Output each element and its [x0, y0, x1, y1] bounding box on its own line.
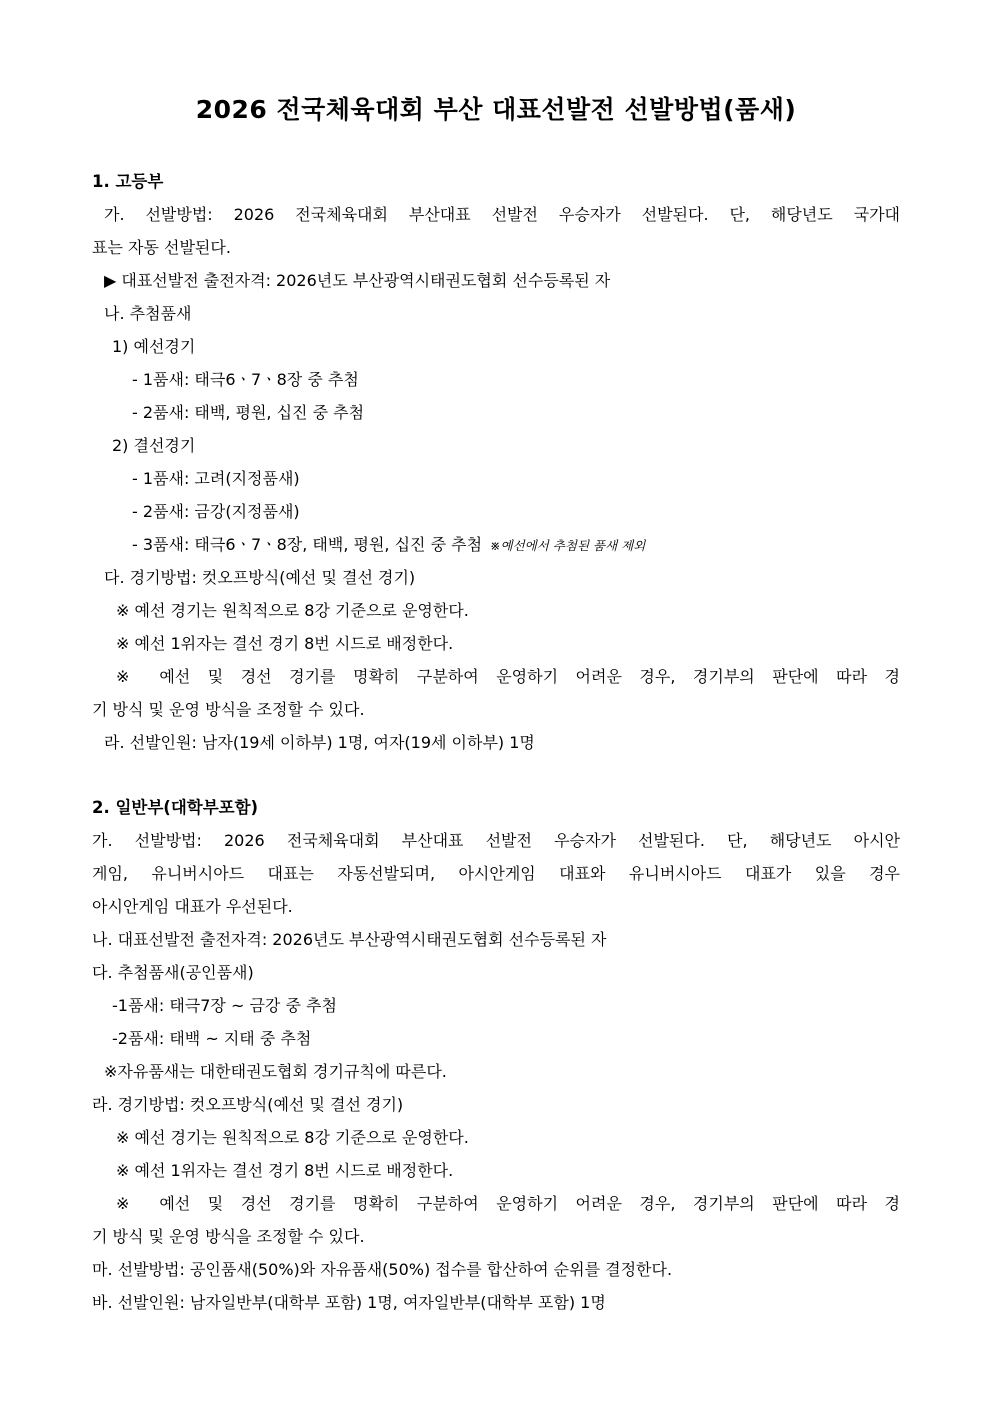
- gen-draw-item-2: -2품새: 태백 ~ 지태 중 추첨: [112, 1029, 312, 1048]
- section-heading-high-school: 1. 고등부: [92, 172, 164, 191]
- hs-note-3-line1: ※ 예선 및 경선 경기를 명확히 구분하여 운영하기 어려운 경우, 경기부의 판단에 따라 경: [116, 667, 900, 686]
- gen-free-poomsae-note: ※자유품새는 대한태권도협회 경기규칙에 따른다.: [104, 1062, 447, 1081]
- hs-final-item-3-note: ※예선에서 추첨된 품새 제외: [490, 538, 646, 553]
- gen-draw-item-1: -1품새: 태극7장 ~ 금강 중 추첨: [112, 996, 337, 1015]
- gen-scoring: 마. 선발방법: 공인품새(50%)와 자유품새(50%) 접수를 합산하여 순위를 결정한다.: [92, 1260, 673, 1279]
- gen-selection-method-line3: 아시안게임 대표가 우선된다.: [92, 897, 293, 916]
- hs-final-heading: 2) 결선경기: [112, 436, 196, 455]
- gen-quota: 바. 선발인원: 남자일반부(대학부 포함) 1명, 여자일반부(대학부 포함) 1명: [92, 1293, 606, 1312]
- gen-selection-method-line1: 가. 선발방법: 2026 전국체육대회 부산대표 선발전 우승자가 선발된다. 단, 해당년도 아시안: [92, 831, 900, 850]
- gen-selection-method-line2: 게임, 유니버시아드 대표는 자동선발되며, 아시안게임 대표와 유니버시아드 대표가 있을 경우: [92, 864, 900, 883]
- hs-prelim-item-2: - 2품새: 태백, 평원, 십진 중 추첨: [132, 403, 365, 422]
- hs-prelim-heading: 1) 예선경기: [112, 337, 196, 356]
- hs-note-2: ※ 예선 1위자는 결선 경기 8번 시드로 배정한다.: [116, 634, 454, 653]
- hs-competition-method: 다. 경기방법: 컷오프방식(예선 및 결선 경기): [104, 568, 416, 587]
- hs-prelim-item-1: - 1품새: 태극6ㆍ7ㆍ8장 중 추첨: [132, 370, 359, 389]
- gen-eligibility: 나. 대표선발전 출전자격: 2026년도 부산광역시태권도협회 선수등록된 자: [92, 930, 607, 949]
- gen-note-3-line2: 기 방식 및 운영 방식을 조정할 수 있다.: [92, 1227, 365, 1246]
- hs-selection-method-line2: 표는 자동 선발된다.: [92, 238, 231, 257]
- section-heading-general: 2. 일반부(대학부포함): [92, 798, 259, 817]
- gen-note-3-line1: ※ 예선 및 경선 경기를 명확히 구분하여 운영하기 어려운 경우, 경기부의 판단에 따라 경: [116, 1194, 900, 1213]
- hs-eligibility: ▶ 대표선발전 출전자격: 2026년도 부산광역시태권도협회 선수등록된 자: [104, 271, 611, 290]
- hs-final-item-1: - 1품새: 고려(지정품새): [132, 469, 300, 488]
- hs-final-item-3-text: - 3품새: 태극6ㆍ7ㆍ8장, 태백, 평원, 십진 중 추첨: [132, 535, 483, 554]
- hs-note-1: ※ 예선 경기는 원칙적으로 8강 기준으로 운영한다.: [116, 601, 469, 620]
- hs-final-item-2: - 2품새: 금강(지정품새): [132, 502, 300, 521]
- gen-note-1: ※ 예선 경기는 원칙적으로 8강 기준으로 운영한다.: [116, 1128, 469, 1147]
- hs-quota: 라. 선발인원: 남자(19세 이하부) 1명, 여자(19세 이하부) 1명: [104, 733, 535, 752]
- gen-note-2: ※ 예선 1위자는 결선 경기 8번 시드로 배정한다.: [116, 1161, 454, 1180]
- document-title: 2026 전국체육대회 부산 대표선발전 선발방법(품새): [195, 95, 797, 124]
- gen-competition-method: 라. 경기방법: 컷오프방식(예선 및 결선 경기): [92, 1095, 404, 1114]
- gen-draw-poomsae: 다. 추첨품새(공인품새): [92, 963, 254, 982]
- hs-note-3-line2: 기 방식 및 운영 방식을 조정할 수 있다.: [92, 700, 365, 719]
- hs-draw-poomsae: 나. 추첨품새: [104, 304, 192, 323]
- hs-final-item-3: [132, 535, 940, 556]
- hs-selection-method-line1: 가. 선발방법: 2026 전국체육대회 부산대표 선발전 우승자가 선발된다. 단, 해당년도 국가대: [104, 205, 900, 224]
